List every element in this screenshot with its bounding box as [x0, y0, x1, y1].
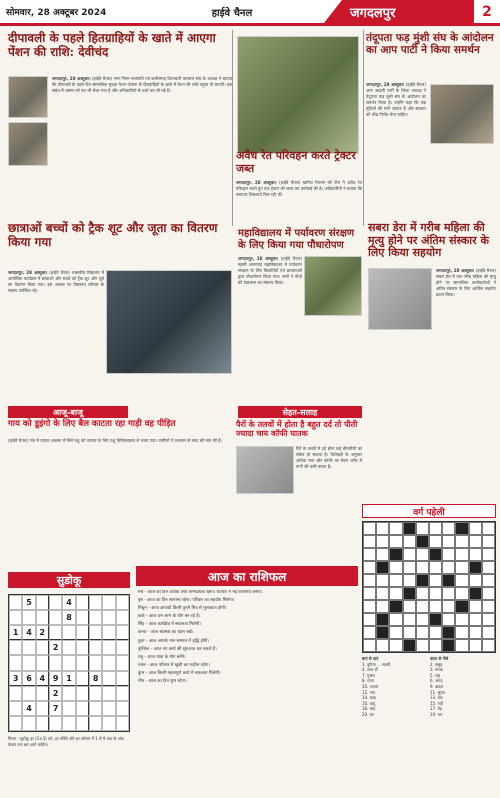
- health-headline: गाय को डूइंगो के लिए बैल काटता रहा गाड़ी वह पीड़ित: [8, 419, 176, 429]
- clue-item: 9. बादल: [430, 683, 444, 689]
- horoscope-item: वृश्चिक - आज नए कार्य की शुरुआत कर सकते हैं।: [138, 646, 217, 652]
- crossword-cell[interactable]: [482, 600, 495, 613]
- sudoku-cell[interactable]: [76, 716, 89, 731]
- sudoku-cell[interactable]: [116, 701, 129, 716]
- story1-portrait-photo-2: [8, 122, 48, 166]
- crossword-cell: [389, 600, 402, 613]
- crossword-cell: [416, 574, 429, 587]
- sudoku-cell[interactable]: [76, 610, 89, 625]
- crossword-cell[interactable]: [376, 548, 389, 561]
- sudoku-cell[interactable]: 9: [49, 671, 62, 686]
- crossword-cell[interactable]: [455, 535, 468, 548]
- sudoku-cell[interactable]: 3: [9, 671, 22, 686]
- crossword-cell[interactable]: [416, 639, 429, 652]
- crossword-cell[interactable]: [429, 574, 442, 587]
- clue-item: 10. जनता: [362, 683, 379, 689]
- crossword-cell[interactable]: [482, 626, 495, 639]
- sudoku-cell[interactable]: [9, 595, 22, 610]
- crossword-cell[interactable]: [389, 561, 402, 574]
- crossword-cell[interactable]: [482, 574, 495, 587]
- crossword-cell[interactable]: [363, 561, 376, 574]
- crossword-cell[interactable]: [455, 626, 468, 639]
- sudoku-cell[interactable]: [116, 595, 129, 610]
- sudoku-cell[interactable]: [76, 625, 89, 640]
- sudoku-cell[interactable]: [76, 595, 89, 610]
- story2-headline: तंदूपता फड़ मुंशी संघ के आंदोलन का आप पार्टी ने किया समर्थन: [366, 32, 494, 57]
- sudoku-cell[interactable]: [22, 686, 35, 701]
- crossword-cell[interactable]: [363, 639, 376, 652]
- crossword-title: वर्ग पहेली: [362, 504, 496, 518]
- issue-date: सोमवार, 28 अक्टूबर 2024: [6, 8, 107, 18]
- crossword-cell[interactable]: [403, 561, 416, 574]
- clue-item: 6. अंगद: [430, 678, 443, 684]
- crossword-cell[interactable]: [376, 535, 389, 548]
- story4-headline: छात्राओं बच्चों को ट्रैक शूट और जूता का वितरण किया गया: [8, 221, 218, 249]
- sudoku-cell[interactable]: [102, 716, 115, 731]
- horoscope-item: कन्या - आज स्वास्थ्य का ध्यान रखें।: [138, 630, 194, 636]
- story6-body: (हाईवे चैनल) सबरा डेरा में एक गरीब महिला की मृत्यु होने पर सामाजिक कार्यकर्ताओं ने अंतिम संस्कार के लिए आर्थिक सहयोग प्रदान किया।: [436, 268, 496, 298]
- crossword-cell[interactable]: [429, 561, 442, 574]
- students-group-photo: [106, 270, 232, 374]
- clue-item: 19. मन: [430, 711, 443, 717]
- horoscope-item: मेष - आज का दिन आपके लिए लाभदायक रहेगा। व्यापार में नई योजनाएं बनेंगी।: [138, 590, 263, 595]
- sudoku-cell[interactable]: 4: [22, 701, 35, 716]
- health-body: (हाईवे चैनल) गांव में घायल अवस्था में मिले पशु को उपचार के लिए पशु चिकित्सालय ले जाया गया। ग्रामीणों ने प्रशासन से मदद की मांग की है।: [8, 438, 223, 443]
- story2-dateline: जगदलपुर, 28 अक्टूबर।: [366, 82, 405, 87]
- crossword-cell[interactable]: [363, 548, 376, 561]
- crossword-cell[interactable]: [389, 587, 402, 600]
- sudoku-cell[interactable]: [36, 610, 49, 625]
- sudoku-cell[interactable]: 2: [36, 625, 49, 640]
- sudoku-cell[interactable]: [49, 716, 62, 731]
- crossword-cell: [376, 613, 389, 626]
- sudoku-cell[interactable]: [102, 671, 115, 686]
- crossword-cell[interactable]: [442, 535, 455, 548]
- crossword-cell[interactable]: [416, 561, 429, 574]
- crossword-cell[interactable]: [416, 626, 429, 639]
- crossword-cell[interactable]: [363, 600, 376, 613]
- sudoku-cell[interactable]: [22, 655, 35, 670]
- crossword-cell: [429, 548, 442, 561]
- crossword-cell[interactable]: [442, 548, 455, 561]
- story4-dateline: जगदलपुर, 28 अक्टूबर।: [8, 270, 48, 275]
- sudoku-cell[interactable]: [62, 625, 75, 640]
- story4-body-wrap: [8, 270, 104, 406]
- sudoku-cell[interactable]: 8: [62, 610, 75, 625]
- clues-down-title: ऊपर से नीचे: [430, 656, 449, 661]
- horoscope-item: मीन - आज का दिन शुभ रहेगा।: [138, 679, 187, 685]
- sudoku-cell[interactable]: 1: [9, 625, 22, 640]
- crossword-cell[interactable]: [455, 561, 468, 574]
- crossword-cell[interactable]: [376, 574, 389, 587]
- health2-headline: पैरों के तलवों में होता है बहुत दर्द तो पीती ज्यादा चाय कॉफी घातक: [236, 419, 358, 439]
- sudoku-cell[interactable]: [89, 716, 102, 731]
- sudoku-cell[interactable]: [36, 686, 49, 701]
- sudoku-cell[interactable]: 4: [22, 625, 35, 640]
- horoscope-item: मकर - आज परिवार में खुशी का माहौल रहेगा।: [138, 662, 210, 668]
- horoscope-item: वृष - आज का दिन सामान्य रहेगा। परिवार का सहयोग मिलेगा।: [138, 598, 235, 604]
- sudoku-cell[interactable]: 5: [22, 595, 35, 610]
- crossword-cell: [403, 522, 416, 535]
- crossword-cell[interactable]: [403, 548, 416, 561]
- clue-item: 2. समुद्र: [430, 661, 443, 667]
- sudoku-cell[interactable]: [9, 686, 22, 701]
- story3-headline: अवैध रेत परिवहन करते ट्रेक्टर जब्त: [236, 149, 356, 175]
- sudoku-cell[interactable]: [22, 610, 35, 625]
- crossword-cell[interactable]: [469, 639, 482, 652]
- horoscope-list: [138, 590, 358, 794]
- crossword-cell[interactable]: [389, 626, 402, 639]
- masthead: [0, 0, 500, 26]
- crossword-cell: [376, 561, 389, 574]
- horoscope-item: धनु - आज यात्रा के योग बनेंगे।: [138, 654, 186, 660]
- sudoku-cell[interactable]: [76, 701, 89, 716]
- crossword-cell[interactable]: [442, 522, 455, 535]
- sudoku-cell[interactable]: [89, 640, 102, 655]
- clue-item: 8. राजा: [362, 678, 374, 684]
- section-name: जगदलपुर: [324, 0, 474, 23]
- crossword-cell[interactable]: [455, 574, 468, 587]
- sudoku-grid[interactable]: [8, 594, 130, 732]
- story3-body: (हाईवे चैनल) खनिज विभाग की टीम ने अवैध रेत परिवहन करते हुए एक ट्रेक्टर को जब्त कर कार्रवाई की है। अधिकारियों ने बताया कि लगातार शिकायतें मिल रही थीं।: [236, 180, 362, 198]
- crossword-cell: [455, 522, 468, 535]
- paper-name: हाईवे चैनल: [211, 7, 253, 19]
- sudoku-cell[interactable]: [9, 610, 22, 625]
- clue-item: 13. देश: [430, 695, 443, 701]
- sudoku-cell[interactable]: [62, 686, 75, 701]
- sudoku-cell[interactable]: [102, 686, 115, 701]
- sudoku-cell[interactable]: 2: [49, 686, 62, 701]
- story3-dateline: जगदलपुर, 28 अक्टूबर।: [236, 180, 277, 185]
- crossword-cell[interactable]: [416, 600, 429, 613]
- crossword-cell[interactable]: [403, 600, 416, 613]
- crossword-cell: [469, 561, 482, 574]
- crossword-cell[interactable]: [469, 548, 482, 561]
- crossword-cell[interactable]: [455, 587, 468, 600]
- sudoku-cell[interactable]: [102, 701, 115, 716]
- health2-band: सेहत-सलाह: [238, 406, 362, 418]
- crossword-cell[interactable]: [363, 522, 376, 535]
- horoscope-item: कुंभ - आज किसी महत्वपूर्ण कार्य में सफलता मिलेगी।: [138, 670, 221, 676]
- sudoku-cell[interactable]: [102, 595, 115, 610]
- crossword-cell[interactable]: [442, 600, 455, 613]
- sudoku-cell[interactable]: [116, 716, 129, 731]
- sudoku-note: नियम : सुडोकू हर (3×3) वर्ग, हर पंक्ति और हर कॉलम में 1 से 9 तक के अंक केवल एक बार आने चाहिए।: [8, 736, 124, 747]
- clue-item: 14. शब्द: [362, 695, 376, 701]
- crossword-cell: [429, 613, 442, 626]
- sudoku-cell[interactable]: [89, 686, 102, 701]
- crossword-cell[interactable]: [389, 613, 402, 626]
- story1-headline: दीपावली के पहले हितग्राहियों के खाते में आएगा पेंशन की राशि: देवीचंद: [8, 31, 216, 59]
- sudoku-cell[interactable]: [102, 610, 115, 625]
- crossword-cell[interactable]: [429, 587, 442, 600]
- crossword-cell[interactable]: [455, 639, 468, 652]
- crossword-cell[interactable]: [429, 535, 442, 548]
- clue-item: 3. नमक: [430, 667, 443, 673]
- crossword-cell: [403, 587, 416, 600]
- sudoku-cell[interactable]: [36, 716, 49, 731]
- story6-body-wrap: [436, 268, 496, 418]
- crossword-cell[interactable]: [403, 535, 416, 548]
- crossword-cell[interactable]: [482, 548, 495, 561]
- sudoku-cell[interactable]: [9, 716, 22, 731]
- health2-body: पैरों के तलवों में दर्द होना कई बीमारियों का संकेत हो सकता है। विशेषज्ञों के अनुसार अधिक चाय और कॉफी का सेवन शरीर में पानी की कमी करता है।: [296, 446, 362, 470]
- crossword-cell[interactable]: [482, 561, 495, 574]
- crossword-cell: [442, 574, 455, 587]
- clue-item: 12. नया: [362, 689, 376, 695]
- story1-body: (हाईवे चैनल) नगर निगम सभापति एवं छत्तीसगढ़ पेंशनधारी कल्याण संघ के अध्यक्ष ने बताया कि दीपावली के पहले दिन सामाजिक सुरक्षा पेंशन योजना के हितग्राहियों के खाते में पेंशन की राशि पहुंचा दी जाएगी। इस संबंध में शासन को पत्र भी भेजा गया है और अधिकारियों से चर्चा कर ली गई है।: [52, 76, 232, 94]
- crossword-cell[interactable]: [429, 600, 442, 613]
- sudoku-cell[interactable]: [49, 625, 62, 640]
- sudoku-cell[interactable]: [36, 701, 49, 716]
- clues-down: [430, 656, 496, 792]
- crossword-cell[interactable]: [389, 535, 402, 548]
- clue-item: 11. सूरज: [430, 689, 445, 695]
- crossword-cell[interactable]: [482, 639, 495, 652]
- crossword-cell[interactable]: [442, 587, 455, 600]
- crossword-cell[interactable]: [429, 522, 442, 535]
- story5-body: (हाईवे चैनल) स्वामी आत्मानंद महाविद्यालय में पर्यावरण संरक्षण के लिए विद्यार्थियों एवं प्राध्यापकों द्वारा पौधारोपण किया गया। सभी ने पौधों की देखभाल का संकल्प लिया।: [238, 256, 302, 286]
- clue-item: 18. चांद: [362, 706, 376, 712]
- sudoku-cell[interactable]: [49, 610, 62, 625]
- sudoku-cell[interactable]: [116, 671, 129, 686]
- clue-item: 5. राष्ट्र: [430, 672, 441, 678]
- crossword-cell[interactable]: [469, 626, 482, 639]
- story2-portrait-photo: [430, 84, 494, 144]
- crossword-cell[interactable]: [429, 639, 442, 652]
- sudoku-cell[interactable]: 6: [22, 671, 35, 686]
- sudoku-cell[interactable]: [36, 655, 49, 670]
- crossword-cell: [389, 548, 402, 561]
- crossword-cell[interactable]: [416, 548, 429, 561]
- sudoku-cell[interactable]: [89, 595, 102, 610]
- sudoku-cell[interactable]: [62, 701, 75, 716]
- clue-item: 16. वायु: [362, 700, 376, 706]
- crossword-cell[interactable]: [363, 535, 376, 548]
- crossword-cell[interactable]: [482, 535, 495, 548]
- sudoku-cell[interactable]: [76, 655, 89, 670]
- crossword-cell[interactable]: [482, 613, 495, 626]
- story1-portrait-photo: [8, 76, 48, 118]
- sudoku-cell[interactable]: [76, 640, 89, 655]
- crossword-cell[interactable]: [376, 522, 389, 535]
- crossword-cell: [416, 535, 429, 548]
- story1-dateline: जगदलपुर, 28 अक्टूबर।: [52, 76, 91, 81]
- crossword-cell[interactable]: [403, 613, 416, 626]
- crossword-cell[interactable]: [363, 613, 376, 626]
- sudoku-cell[interactable]: [116, 625, 129, 640]
- sudoku-cell[interactable]: [36, 595, 49, 610]
- crossword-grid[interactable]: [362, 521, 496, 653]
- story3-body-wrap: [236, 180, 362, 220]
- crossword-cell[interactable]: [416, 587, 429, 600]
- crossword-cell[interactable]: [442, 561, 455, 574]
- sudoku-cell[interactable]: [36, 640, 49, 655]
- horoscope-item: सिंह - आज कार्यक्षेत्र में सफलता मिलेगी।: [138, 622, 201, 628]
- crossword-cell[interactable]: [469, 574, 482, 587]
- crossword-cell[interactable]: [376, 600, 389, 613]
- sudoku-cell[interactable]: 7: [49, 701, 62, 716]
- horoscope-item: तुला - आज आपके मान सम्मान में वृद्धि होगी।: [138, 638, 210, 644]
- sudoku-cell[interactable]: [116, 640, 129, 655]
- sudoku-cell[interactable]: [49, 655, 62, 670]
- sudoku-cell[interactable]: [102, 655, 115, 670]
- sudoku-cell[interactable]: [9, 640, 22, 655]
- crossword-cell[interactable]: [363, 574, 376, 587]
- sudoku-cell[interactable]: [89, 655, 102, 670]
- clue-item: 4. साथ ही: [362, 667, 378, 673]
- horoscope-item: कर्क - आज धन लाभ के योग बन रहे हैं।: [138, 614, 201, 620]
- crossword-cell[interactable]: [389, 639, 402, 652]
- story2-body-wrap: [366, 82, 426, 202]
- crossword-cell[interactable]: [469, 613, 482, 626]
- sudoku-cell[interactable]: 2: [49, 640, 62, 655]
- sudoku-cell[interactable]: 4: [62, 595, 75, 610]
- sudoku-cell[interactable]: [89, 701, 102, 716]
- crossword-cell[interactable]: [482, 587, 495, 600]
- crossword-cell[interactable]: [469, 522, 482, 535]
- crossword-cell: [442, 639, 455, 652]
- sudoku-cell[interactable]: [9, 701, 22, 716]
- crossword-cell[interactable]: [469, 535, 482, 548]
- crossword-cell: [376, 626, 389, 639]
- crossword-cell[interactable]: [482, 522, 495, 535]
- sudoku-cell[interactable]: [116, 610, 129, 625]
- crossword-cell[interactable]: [403, 574, 416, 587]
- story5-headline: महाविद्यालय में पर्यावरण संरक्षण के लिए किया गया पौधारोपण: [238, 228, 355, 251]
- horoscope-item: मिथुन - आज आपको किसी पुराने मित्र से मुलाकात होगी।: [138, 606, 227, 612]
- tractor-photo: [237, 36, 359, 154]
- clue-item: 17. पेड़: [430, 706, 443, 712]
- sudoku-cell[interactable]: 4: [36, 671, 49, 686]
- crossword-cell[interactable]: [442, 613, 455, 626]
- sudoku-cell[interactable]: [76, 671, 89, 686]
- story5-body-wrap: [238, 256, 302, 342]
- crossword-cell[interactable]: [389, 522, 402, 535]
- sudoku-cell[interactable]: [102, 625, 115, 640]
- clue-item: 15. नदी: [430, 700, 444, 706]
- crossword-cell[interactable]: [455, 613, 468, 626]
- health-band: आजू-बाजू: [8, 406, 128, 418]
- horoscope-title: आज का राशिफल: [136, 566, 358, 586]
- sudoku-cell[interactable]: [22, 716, 35, 731]
- sudoku-cell[interactable]: [102, 640, 115, 655]
- plantation-photo: [304, 256, 362, 316]
- sudoku-title: सुडोकू: [8, 572, 130, 588]
- clue-item: 7. गुस्सा: [362, 672, 375, 678]
- crossword-cell[interactable]: [429, 626, 442, 639]
- story4-body: (हाईवे चैनल) शासकीय विद्यालय में आयोजित कार्यक्रम में छात्राओं और बच्चों को ट्रैक शूट और जूते का वितरण किया गया। इस अवसर पर विद्यालय परिवार के सदस्य उपस्थित रहे।: [8, 270, 104, 294]
- sudoku-cell[interactable]: [62, 655, 75, 670]
- crossword-cell[interactable]: [416, 522, 429, 535]
- story6-dateline: जगदलपुर, 28 अक्टूबर।: [436, 268, 475, 273]
- clues-across-list: [362, 662, 426, 718]
- sudoku-cell[interactable]: [22, 640, 35, 655]
- clues-down-list: [430, 662, 496, 718]
- sudoku-cell[interactable]: 1: [62, 671, 75, 686]
- crossword-cell[interactable]: [376, 639, 389, 652]
- sudoku-cell[interactable]: 8: [89, 671, 102, 686]
- sudoku-cell[interactable]: [62, 640, 75, 655]
- story6-headline: सबरा डेरा में गरीब महिला की मृत्यु होने पर अंतिम संस्कार के लिए किया सहयोग: [368, 221, 489, 260]
- crossword-cell: [455, 600, 468, 613]
- crossword-cell: [469, 587, 482, 600]
- sudoku-cell[interactable]: [9, 655, 22, 670]
- sudoku-cell[interactable]: [116, 686, 129, 701]
- crossword-cell[interactable]: [469, 600, 482, 613]
- crossword-cell[interactable]: [416, 613, 429, 626]
- clue-item: 20. घर: [362, 711, 374, 717]
- crossword-cell: [442, 626, 455, 639]
- story6-photo: [368, 268, 432, 330]
- crossword-cell[interactable]: [363, 626, 376, 639]
- clues-across: [362, 656, 426, 792]
- crossword-cell: [403, 639, 416, 652]
- sudoku-cell[interactable]: [49, 595, 62, 610]
- crossword-cell[interactable]: [455, 548, 468, 561]
- clues-across-title: बाएं से दाएं: [362, 656, 379, 661]
- sudoku-cell[interactable]: [89, 610, 102, 625]
- crossword-cell[interactable]: [389, 574, 402, 587]
- crossword-cell[interactable]: [363, 587, 376, 600]
- story5-dateline: जगदलपुर, 28 अक्टूबर।: [238, 256, 279, 261]
- crossword-cell[interactable]: [376, 587, 389, 600]
- sudoku-cell[interactable]: [116, 655, 129, 670]
- feet-photo: [236, 446, 294, 494]
- clue-item: 1. दुनिया ... स्वामी: [362, 661, 391, 667]
- story2-body: (हाईवे चैनल) आम आदमी पार्टी के जिला अध्यक्ष ने तेंदूपत्ता फड़ मुंशी संघ के आंदोलन का समर्थन किया है। उन्होंने कहा कि फड़ मुंशियों की मांगें जायज हैं और सरकार को शीघ्र निर्णय लेना चाहिए।: [366, 82, 426, 118]
- crossword-cell[interactable]: [403, 626, 416, 639]
- sudoku-cell[interactable]: [89, 625, 102, 640]
- page-number: 2: [474, 4, 500, 20]
- sudoku-cell[interactable]: [76, 686, 89, 701]
- story1-body-wrap: [52, 76, 232, 194]
- sudoku-cell[interactable]: [62, 716, 75, 731]
